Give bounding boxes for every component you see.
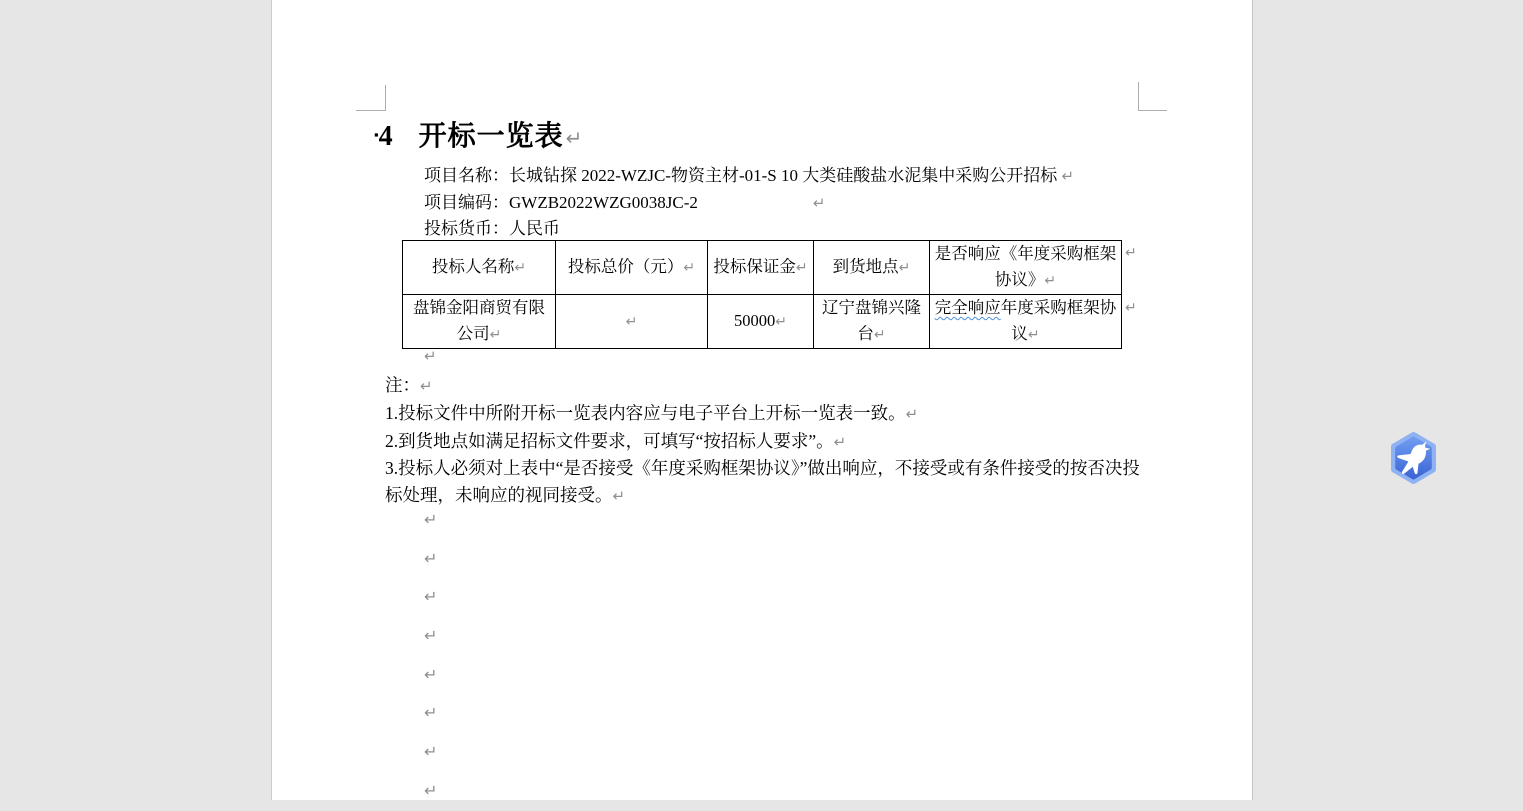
cell-bid-deposit: [708, 295, 814, 349]
project-code-label: 项目编码：: [424, 192, 509, 212]
cell-value: 辽宁盘锦兴隆台: [822, 298, 921, 343]
pilcrow-mark: ↵: [683, 259, 696, 276]
pilcrow-mark: ↵: [1027, 326, 1040, 343]
heading-number: 4: [378, 121, 393, 152]
pilcrow-mark: ↵: [905, 404, 919, 423]
pilcrow-mark: ↵: [612, 487, 626, 506]
header-total-price: [556, 241, 708, 295]
note-item: [385, 428, 1143, 456]
header-framework-response: [930, 241, 1122, 295]
pilcrow-mark: ↵: [1061, 167, 1075, 185]
cell-delivery-place: [814, 295, 930, 349]
project-name-label: 项目名称：: [424, 166, 509, 185]
header-label: 投标保证金: [713, 256, 796, 276]
pilcrow-mark: ↵: [424, 587, 438, 607]
header-bidder-name: [403, 241, 556, 295]
pilcrow-mark: ↵: [833, 432, 847, 451]
header-label: 投标总价（元）: [567, 256, 684, 276]
project-name-value: 长城钻探 2022-WZJC-物资主材-01-S 10 大类硅酸盐水泥集中采购公开招标: [509, 166, 1062, 185]
notes-label-line: [385, 372, 1143, 400]
notes-label: 注：: [385, 375, 420, 395]
pilcrow-mark: ↵: [424, 664, 438, 684]
note-item: [385, 400, 1143, 428]
cell-total-price: [556, 295, 708, 349]
pilcrow-mark: ↵: [424, 548, 438, 568]
header-label: 是否响应《年度采购框架协议》: [934, 244, 1117, 289]
heading-bullet-marker: ▪: [374, 127, 379, 142]
bid-currency-line: [424, 216, 1074, 242]
pilcrow-mark: ↵: [424, 780, 438, 800]
notes-block: [385, 372, 1143, 510]
project-code-value: GWZB2022WZG0038JC-2: [509, 192, 698, 212]
header-delivery-place: [814, 241, 930, 295]
pilcrow-mark: ↵: [775, 313, 787, 330]
project-meta-block: [424, 163, 1074, 242]
pilcrow-mark: ↵: [1044, 272, 1057, 289]
project-name-line: [424, 163, 1074, 190]
project-code-line: [424, 190, 1074, 217]
cell-bidder-name: [403, 295, 556, 349]
cell-value: 年度采购框架协议: [1000, 298, 1117, 343]
pilcrow-mark: ↵: [1125, 245, 1137, 261]
pilcrow-mark: ↵: [424, 626, 438, 646]
pilcrow-mark: ↵: [898, 259, 911, 276]
pilcrow-mark: ↵: [873, 326, 886, 343]
document-page: [271, 0, 1253, 800]
pilcrow-mark: ↵: [812, 193, 826, 212]
pilcrow-mark: ↵: [565, 126, 584, 150]
bid-currency-value: 人民币: [509, 219, 560, 239]
empty-paragraphs-block: [424, 501, 437, 811]
pilcrow-mark: ↵: [489, 326, 502, 343]
margin-crop-mark-top-right: [1138, 82, 1167, 111]
heading-title: 开标一览表: [418, 121, 564, 152]
note-item: [385, 455, 1143, 510]
thunder-download-icon-graphic: [1387, 431, 1440, 484]
header-bid-deposit: [708, 241, 814, 295]
pilcrow-mark: ↵: [420, 377, 433, 395]
pilcrow-mark: ↵: [625, 313, 638, 330]
pilcrow-mark: ↵: [1125, 300, 1137, 316]
pilcrow-mark: ↵: [424, 347, 437, 365]
margin-crop-mark-top-left: [356, 85, 386, 111]
bid-currency-label: 投标货币：: [424, 219, 509, 239]
thunder-download-icon[interactable]: [1387, 431, 1440, 484]
pilcrow-mark: ↵: [424, 703, 438, 723]
pilcrow-mark: ↵: [424, 742, 438, 762]
bid-opening-table: [402, 240, 1122, 349]
cell-value: 50000: [734, 310, 776, 330]
pilcrow-mark: ↵: [514, 259, 527, 276]
spellcheck-marked-text: 完全响应: [934, 298, 1001, 317]
header-label: 投标人名称: [431, 256, 515, 276]
header-label: 到货地点: [832, 256, 899, 276]
cell-value: 盘锦金阳商贸有限公司: [413, 298, 545, 343]
note-text: 2.到货地点如满足招标文件要求，可填写“按招标人要求”。: [385, 430, 834, 451]
note-text: 1.投标文件中所附开标一览表内容应与电子平台上开标一览表一致。: [385, 402, 906, 423]
cell-framework-response: [930, 295, 1122, 349]
table-header-row: [403, 241, 1122, 295]
pilcrow-mark: ↵: [424, 510, 438, 529]
table-row: [403, 295, 1122, 349]
pilcrow-mark: ↵: [795, 259, 808, 276]
note-text: 3.投标人必须对上表中“是否接受《年度采购框架协议》”做出响应，不接受或有条件接受的按否决投标处理，未响应的视同接受。: [385, 458, 1140, 506]
section-heading: [374, 114, 583, 154]
